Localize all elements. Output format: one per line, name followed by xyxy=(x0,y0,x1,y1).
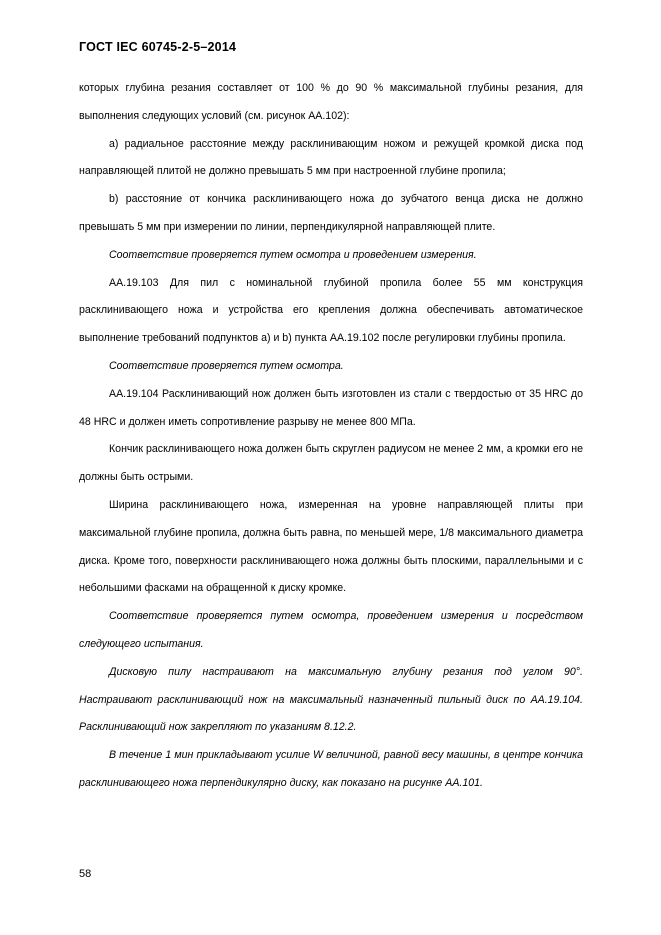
paragraph-aa-19-104: АА.19.104 Расклинивающий нож должен быть изготовлен из стали с твердостью от 35 HRC до 48 HRC и должен иметь сопротивление разрыву не менее 800 МПа. xyxy=(79,387,583,428)
paragraph-compliance-1: Соответствие проверяется путем осмотра и проведением измерения. xyxy=(109,248,477,261)
page-number: 58 xyxy=(79,868,92,880)
paragraph-knife-width: Ширина расклинивающего ножа, измеренная на уровне направляющей плиты при максимальной глубине пропила, должна быть равна, по меньшей мере, 1/8 максимального диаметра диска. Кроме того, поверхности расклинивающего ножа должны быть плоскими, параллельными и с небольшими фасками на обращенной к диску кромке. xyxy=(79,498,583,595)
paragraph-knife-tip: Кончик расклинивающего ножа должен быть скруглен радиусом не менее 2 мм, а кромки его не должны быть острыми. xyxy=(79,443,583,484)
paragraph-condition-b: b) расстояние от кончика расклинивающего ножа до зубчатого венца диска не должно превышать 5 мм при измерении по линии, перпендикулярной направляющей плите. xyxy=(79,193,583,233)
paragraph-condition-a: а) радиальное расстояние между расклинивающим ножом и режущей кромкой диска под направляющей плитой не должно превышать 5 мм при настроенной глубине пропила; xyxy=(79,137,583,178)
paragraph-test-force: В течение 1 мин прикладывают усилие W величиной, равной весу машины, в центре кончика расклинивающего ножа перпендикулярно диску, как показано на рисунке АА.101. xyxy=(79,749,583,789)
paragraph-test-setup: Дисковую пилу настраивают на максимальную глубину резания под углом 90°. Настраивают расклинивающий нож на максимальный назначенный пильный диск по АА.19.104. Расклинивающий нож закрепляют по указаниям 8.12.2. xyxy=(79,665,583,734)
paragraph-compliance-3: Соответствие проверяется путем осмотра, проведением измерения и посредством следующего испытания. xyxy=(79,610,583,650)
paragraph-aa-19-103: АА.19.103 Для пил с номинальной глубиной пропила более 55 мм конструкция расклинивающего ножа и устройства его крепления должна обеспечивать автоматическое выполнение требований подпунктов а) и b) пункта АА.19.102 после регулировки глубины пропила. xyxy=(79,276,583,345)
page-header-title: ГОСТ IEC 60745-2-5–2014 xyxy=(79,40,237,54)
paragraph-compliance-2: Соответствие проверяется путем осмотра. xyxy=(109,359,344,372)
paragraph-continuation: которых глубина резания составляет от 100 % до 90 % максимальной глубины резания, для выполнения следующих условий (см. рисунок АА.102): xyxy=(79,82,583,122)
document-body xyxy=(79,75,583,798)
